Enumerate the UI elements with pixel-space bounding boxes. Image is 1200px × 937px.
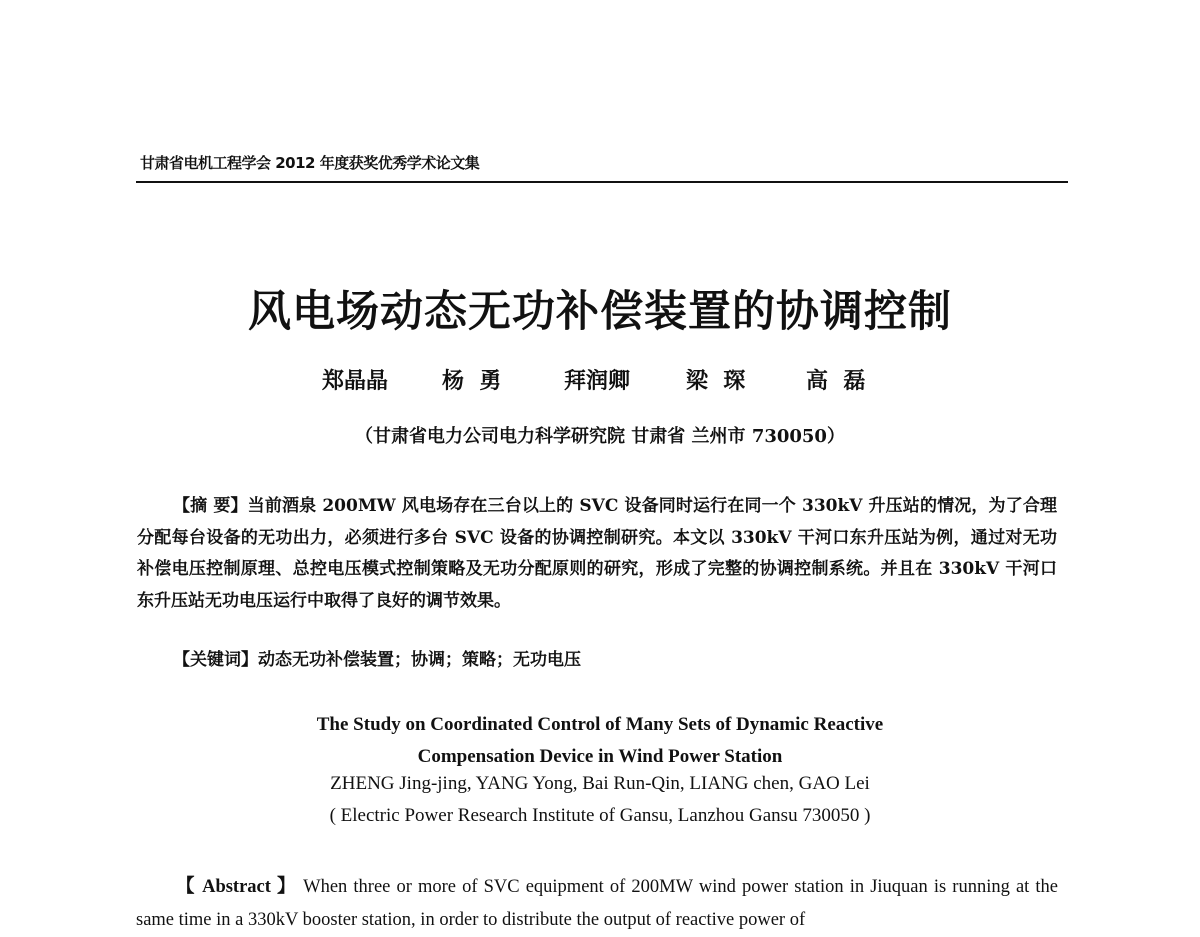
- affiliation-en: ( Electric Power Research Institute of Gansu, Lanzhou Gansu 730050 ): [329, 805, 871, 826]
- abstract-en: [136, 871, 1058, 937]
- paper-title-cn: 风电场动态无功补偿装置的协调控制: [248, 287, 952, 337]
- affiliation-cn: （甘肃省电力公司电力科学研究院 甘肃省 兰州市 730050）: [355, 426, 845, 447]
- author-cn: 拜润卿: [564, 369, 631, 394]
- abstract-label-en: 【 Abstract 】: [176, 877, 298, 897]
- author-list-en: ZHENG Jing-jing, YANG Yong, Bai Run-Qin, LIANG chen, GAO Lei: [330, 773, 870, 794]
- author-cn: 梁 琛: [686, 369, 746, 394]
- author-list-cn: [322, 364, 865, 395]
- abstract-text-cn: 当前酒泉 200MW 风电场存在三台以上的 SVC 设备同时运行在同一个 330kV 升压站的情况，为了合理分配每台设备的无功出力，必须进行多台 SVC 设备的协调控制研究。本文以 330kV 干河口东升压站为例，通过对无功补偿电压控制原理、总控电压模式控制策略及无功分配原则的研究，形成了完整的协调控制系统。并且在 330kV 干河口东升压站无功电压运行中取得了良好的调节效果。: [137, 496, 1058, 611]
- title-en-line: Compensation Device in Wind Power Station: [417, 746, 783, 767]
- author-cn: 杨 勇: [442, 369, 502, 394]
- paper-title-en: [0, 709, 1200, 773]
- header-rule: [136, 181, 1068, 183]
- abstract-cn: [137, 491, 1057, 617]
- running-header: 甘肃省电机工程学会 2012 年度获奖优秀学术论文集: [140, 154, 480, 172]
- keywords-cn: [173, 645, 581, 670]
- author-cn: 高 磊: [806, 369, 866, 394]
- author-cn: 郑晶晶: [322, 369, 389, 394]
- abstract-label-cn: 【摘 要】: [173, 496, 248, 516]
- abstract-text-en: When three or more of SVC equipment of 200MW wind power station in Jiuquan is running at the same time in a 330kV booster station, in order to distribute the output of reactive power of: [136, 877, 1059, 930]
- keywords-label-cn: 【关键词】: [173, 650, 258, 670]
- title-en-line: The Study on Coordinated Control of Many Sets of Dynamic Reactive: [316, 714, 884, 735]
- keywords-text-cn: 动态无功补偿装置；协调；策略；无功电压: [258, 650, 581, 670]
